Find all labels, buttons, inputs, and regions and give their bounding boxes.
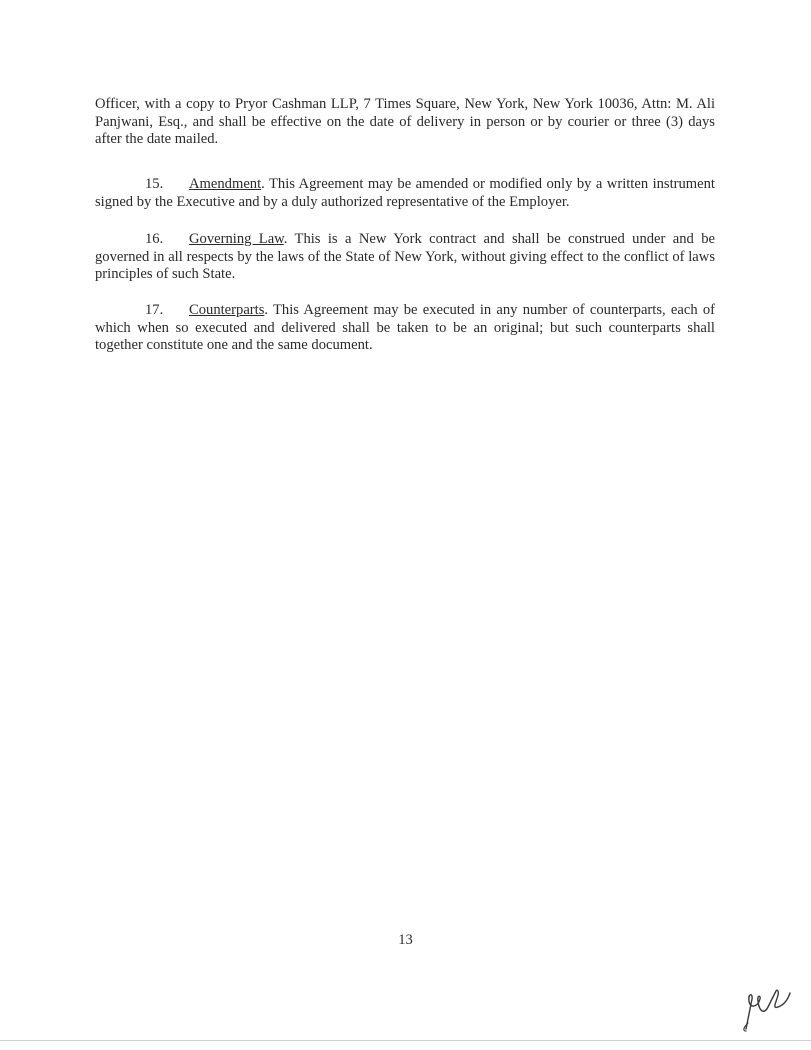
handwritten-initials-icon	[738, 985, 798, 1035]
section-text: . This Agreement may be amended or modified only by a written instrument signed by the Executive and by a duly authorized representative of the Employer.	[95, 176, 715, 210]
section-17-counterparts	[95, 302, 715, 355]
page-number: 13	[398, 932, 413, 948]
section-16-governing-law	[95, 231, 715, 284]
section-heading: Governing Law	[189, 231, 284, 247]
section-15-amendment	[95, 176, 715, 211]
section-text: . This Agreement may be executed in any number of counterparts, each of which when so executed and delivered shall be taken to be an original; but such counterparts shall together constitute one and the same document.	[95, 302, 715, 353]
notice-continuation-paragraph: Officer, with a copy to Pryor Cashman LLP, 7 Times Square, New York, New York 10036, Attn: M. Ali Panjwani, Esq., and shall be effective on the date of delivery in person or by courier or three (3) days after the date mailed.	[95, 96, 715, 147]
section-number: 16.	[145, 231, 164, 247]
bottom-scan-edge	[0, 1040, 811, 1041]
section-heading: Counterparts	[189, 302, 265, 318]
section-heading: Amendment	[189, 176, 262, 192]
section-text: . This is a New York contract and shall be construed under and be governed in all respects by the laws of the State of New York, without giving effect to the conflict of laws principles of such State.	[95, 231, 715, 282]
section-number: 17.	[145, 302, 164, 318]
section-number: 15.	[145, 176, 164, 192]
